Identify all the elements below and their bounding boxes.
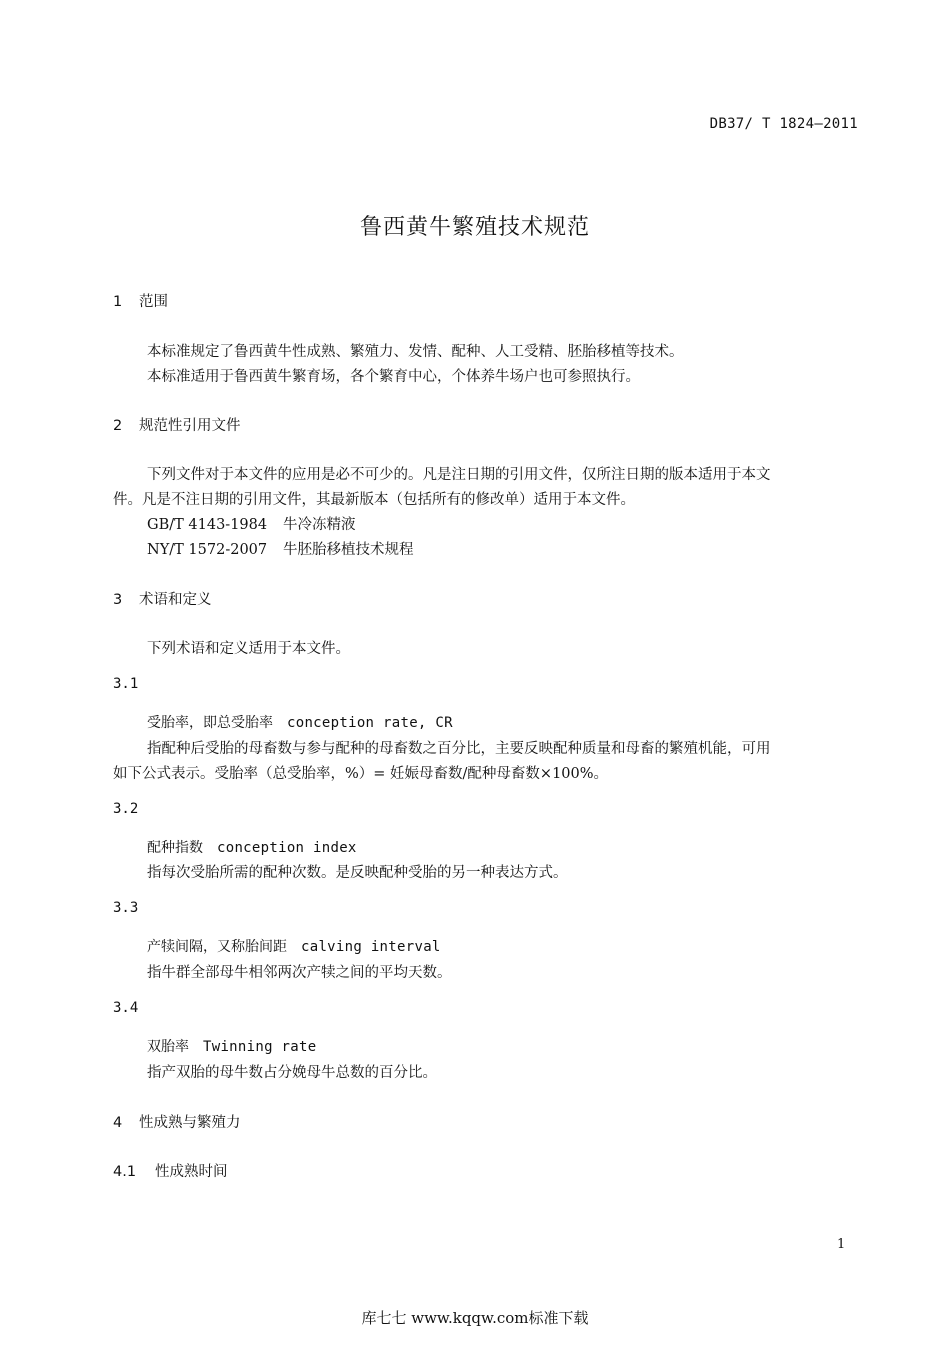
term-3-2-heading [147, 837, 357, 857]
term-3-3-number: 3.3 [113, 900, 139, 916]
subsection-4-1-title: 性成熟时间 [155, 1164, 228, 1180]
subsection-4-1-heading [113, 1160, 228, 1181]
section-2-paragraph-line-2: 件。凡是不注日期的引用文件，其最新版本（包括所有的修改单）适用于本文件。 [113, 492, 635, 508]
section-2-title: 规范性引用文件 [139, 418, 241, 434]
term-3-3-definition: 指牛群全部母牛相邻两次产犊之间的平均天数。 [147, 965, 452, 981]
term-3-4-heading [147, 1036, 316, 1056]
term-3-3-chinese: 产犊间隔，又称胎间距 [147, 939, 287, 955]
section-3-heading [113, 588, 212, 609]
term-3-1-chinese: 受胎率，即总受胎率 [147, 715, 273, 731]
term-3-4-chinese: 双胎率 [147, 1039, 189, 1055]
term-3-2-chinese: 配种指数 [147, 840, 203, 856]
section-3-number: 3 [113, 592, 123, 608]
term-3-2-definition: 指每次受胎所需的配种次数。是反映配种受胎的另一种表达方式。 [147, 865, 568, 881]
standard-code: DB37/ T 1824—2011 [709, 116, 858, 132]
term-3-2-number: 3.2 [113, 801, 139, 817]
section-1-paragraph-2: 本标准适用于鲁西黄牛繁育场，各个繁育中心，个体养牛场户也可参照执行。 [147, 369, 640, 385]
section-1-paragraph-1: 本标准规定了鲁西黄牛性成熟、繁殖力、发情、配种、人工受精、胚胎移植等技术。 [147, 344, 684, 360]
term-3-1-number: 3.1 [113, 676, 139, 692]
section-2-paragraph-line-1: 下列文件对于本文件的应用是必不可少的。凡是注日期的引用文件，仅所注日期的版本适用于本文 [147, 467, 771, 483]
footer-watermark: 库七七 www.kqqw.com标准下载 [361, 1309, 589, 1327]
term-3-4-definition: 指产双胎的母牛数占分娩母牛总数的百分比。 [147, 1065, 437, 1081]
reference-name: 牛冷冻精液 [283, 517, 356, 533]
term-3-1-definition-line-2: 如下公式表示。受胎率（总受胎率，%）= 妊娠母畜数/配种母畜数×100%。 [113, 766, 609, 782]
term-3-1-heading [147, 712, 453, 732]
term-3-4-number: 3.4 [113, 1000, 139, 1016]
term-3-4-english: Twinning rate [203, 1039, 317, 1055]
section-1-heading [113, 290, 168, 311]
reference-code: GB/T 4143-1984 [147, 517, 268, 533]
section-4-heading [113, 1111, 241, 1132]
section-4-title: 性成熟与繁殖力 [139, 1115, 241, 1131]
reference-code: NY/T 1572-2007 [147, 542, 268, 558]
section-2-heading [113, 414, 241, 435]
section-3-intro: 下列术语和定义适用于本文件。 [147, 641, 350, 657]
section-2-number: 2 [113, 418, 123, 434]
term-3-3-english: calving interval [301, 939, 441, 955]
section-3-title: 术语和定义 [139, 592, 212, 608]
section-4-number: 4 [113, 1115, 123, 1131]
page-number: 1 [837, 1237, 846, 1252]
term-3-3-heading [147, 936, 441, 956]
term-3-2-english: conception index [217, 840, 357, 856]
term-3-1-english: conception rate, CR [287, 715, 453, 731]
document-title: 鲁西黄牛繁殖技术规范 [359, 215, 590, 240]
section-1-number: 1 [113, 294, 123, 310]
reference-name: 牛胚胎移植技术规程 [283, 542, 414, 558]
reference-item [147, 513, 356, 534]
section-1-title: 范围 [139, 294, 168, 310]
reference-item [147, 538, 414, 559]
term-3-1-definition-line-1: 指配种后受胎的母畜数与参与配种的母畜数之百分比，主要反映配种质量和母畜的繁殖机能，可用 [147, 741, 771, 757]
subsection-4-1-number: 4.1 [113, 1164, 137, 1180]
